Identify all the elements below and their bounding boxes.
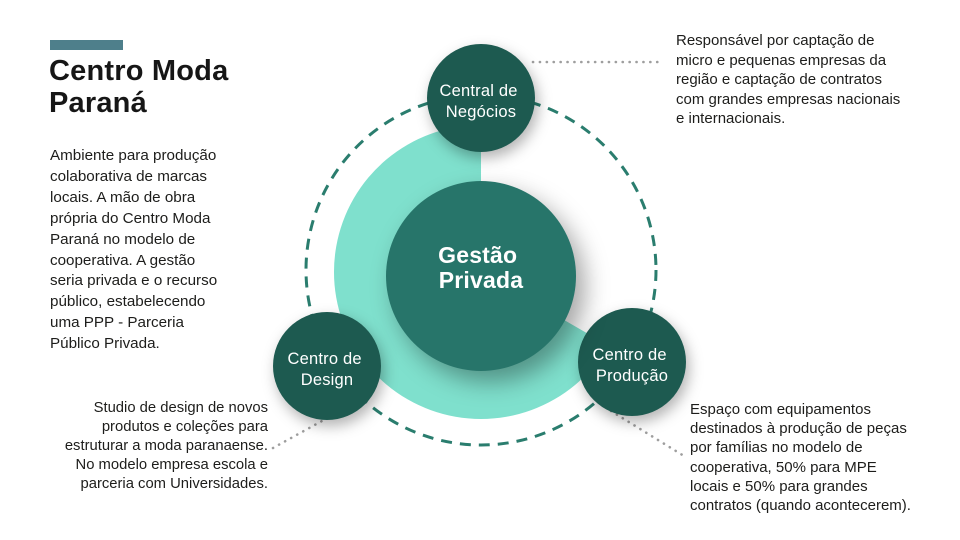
page-title-line: Centro Moda	[49, 55, 229, 87]
node-gestao-privada-label	[438, 242, 524, 293]
node-label-line: Negócios	[445, 103, 517, 121]
text-line: cooperativa. A gestão	[50, 251, 196, 269]
node-label-line: Centro de	[592, 346, 667, 364]
connector-design	[273, 416, 331, 448]
annotation-centro-de-producao	[690, 400, 950, 515]
annotation-central-de-negocios	[676, 31, 942, 129]
text-line: Responsável por captação de	[676, 32, 875, 49]
node-label-line: Central de	[439, 82, 518, 100]
text-line: Público Privada.	[50, 335, 160, 353]
text-line: micro e pequenas empresas da	[676, 51, 887, 69]
text-line: cooperativa, 50% para MPE	[690, 458, 877, 476]
text-line: seria privada e o recurso	[50, 272, 218, 290]
text-line: Studio de design de novos	[93, 400, 268, 416]
node-label-line: Produção	[595, 367, 669, 385]
text-line: própria do Centro Moda	[50, 209, 211, 227]
text-line: Ambiente para produção	[50, 147, 217, 164]
node-label-line: Design	[300, 371, 354, 389]
text-line: locais e 50% para grandes	[690, 477, 868, 495]
node-label-line: Privada	[438, 267, 524, 293]
text-line: por famílias no modelo de	[690, 439, 863, 457]
node-label-line: Gestão	[438, 242, 518, 268]
text-line: Espaço com equipamentos	[690, 401, 871, 418]
page-title-line: Paraná	[49, 87, 147, 119]
text-line: público, estabelecendo	[50, 293, 206, 311]
text-line: produtos e coleções para	[101, 419, 268, 435]
text-line: e internacionais.	[676, 110, 786, 128]
text-line: com grandes empresas nacionais	[676, 90, 901, 108]
text-line: uma PPP - Parceria	[50, 314, 184, 332]
text-line: colaborativa de marcas	[50, 167, 208, 185]
text-line: locais. A mão de obra	[50, 188, 196, 206]
text-line: parceria com Universidades.	[80, 476, 268, 492]
text-line: No modelo empresa escola e	[75, 457, 268, 473]
text-line: estruturar a moda paranaense.	[64, 438, 268, 454]
text-line: destinados à produção de peças	[690, 420, 907, 438]
text-line: contratos (quando acontecerem).	[690, 497, 911, 515]
annotation-centro-de-design	[56, 399, 268, 494]
connector-producao	[611, 411, 684, 456]
text-line: região e captação de contratos	[676, 71, 882, 89]
text-line: Paraná no modelo de	[50, 230, 196, 248]
node-label-line: Centro de	[287, 350, 362, 368]
